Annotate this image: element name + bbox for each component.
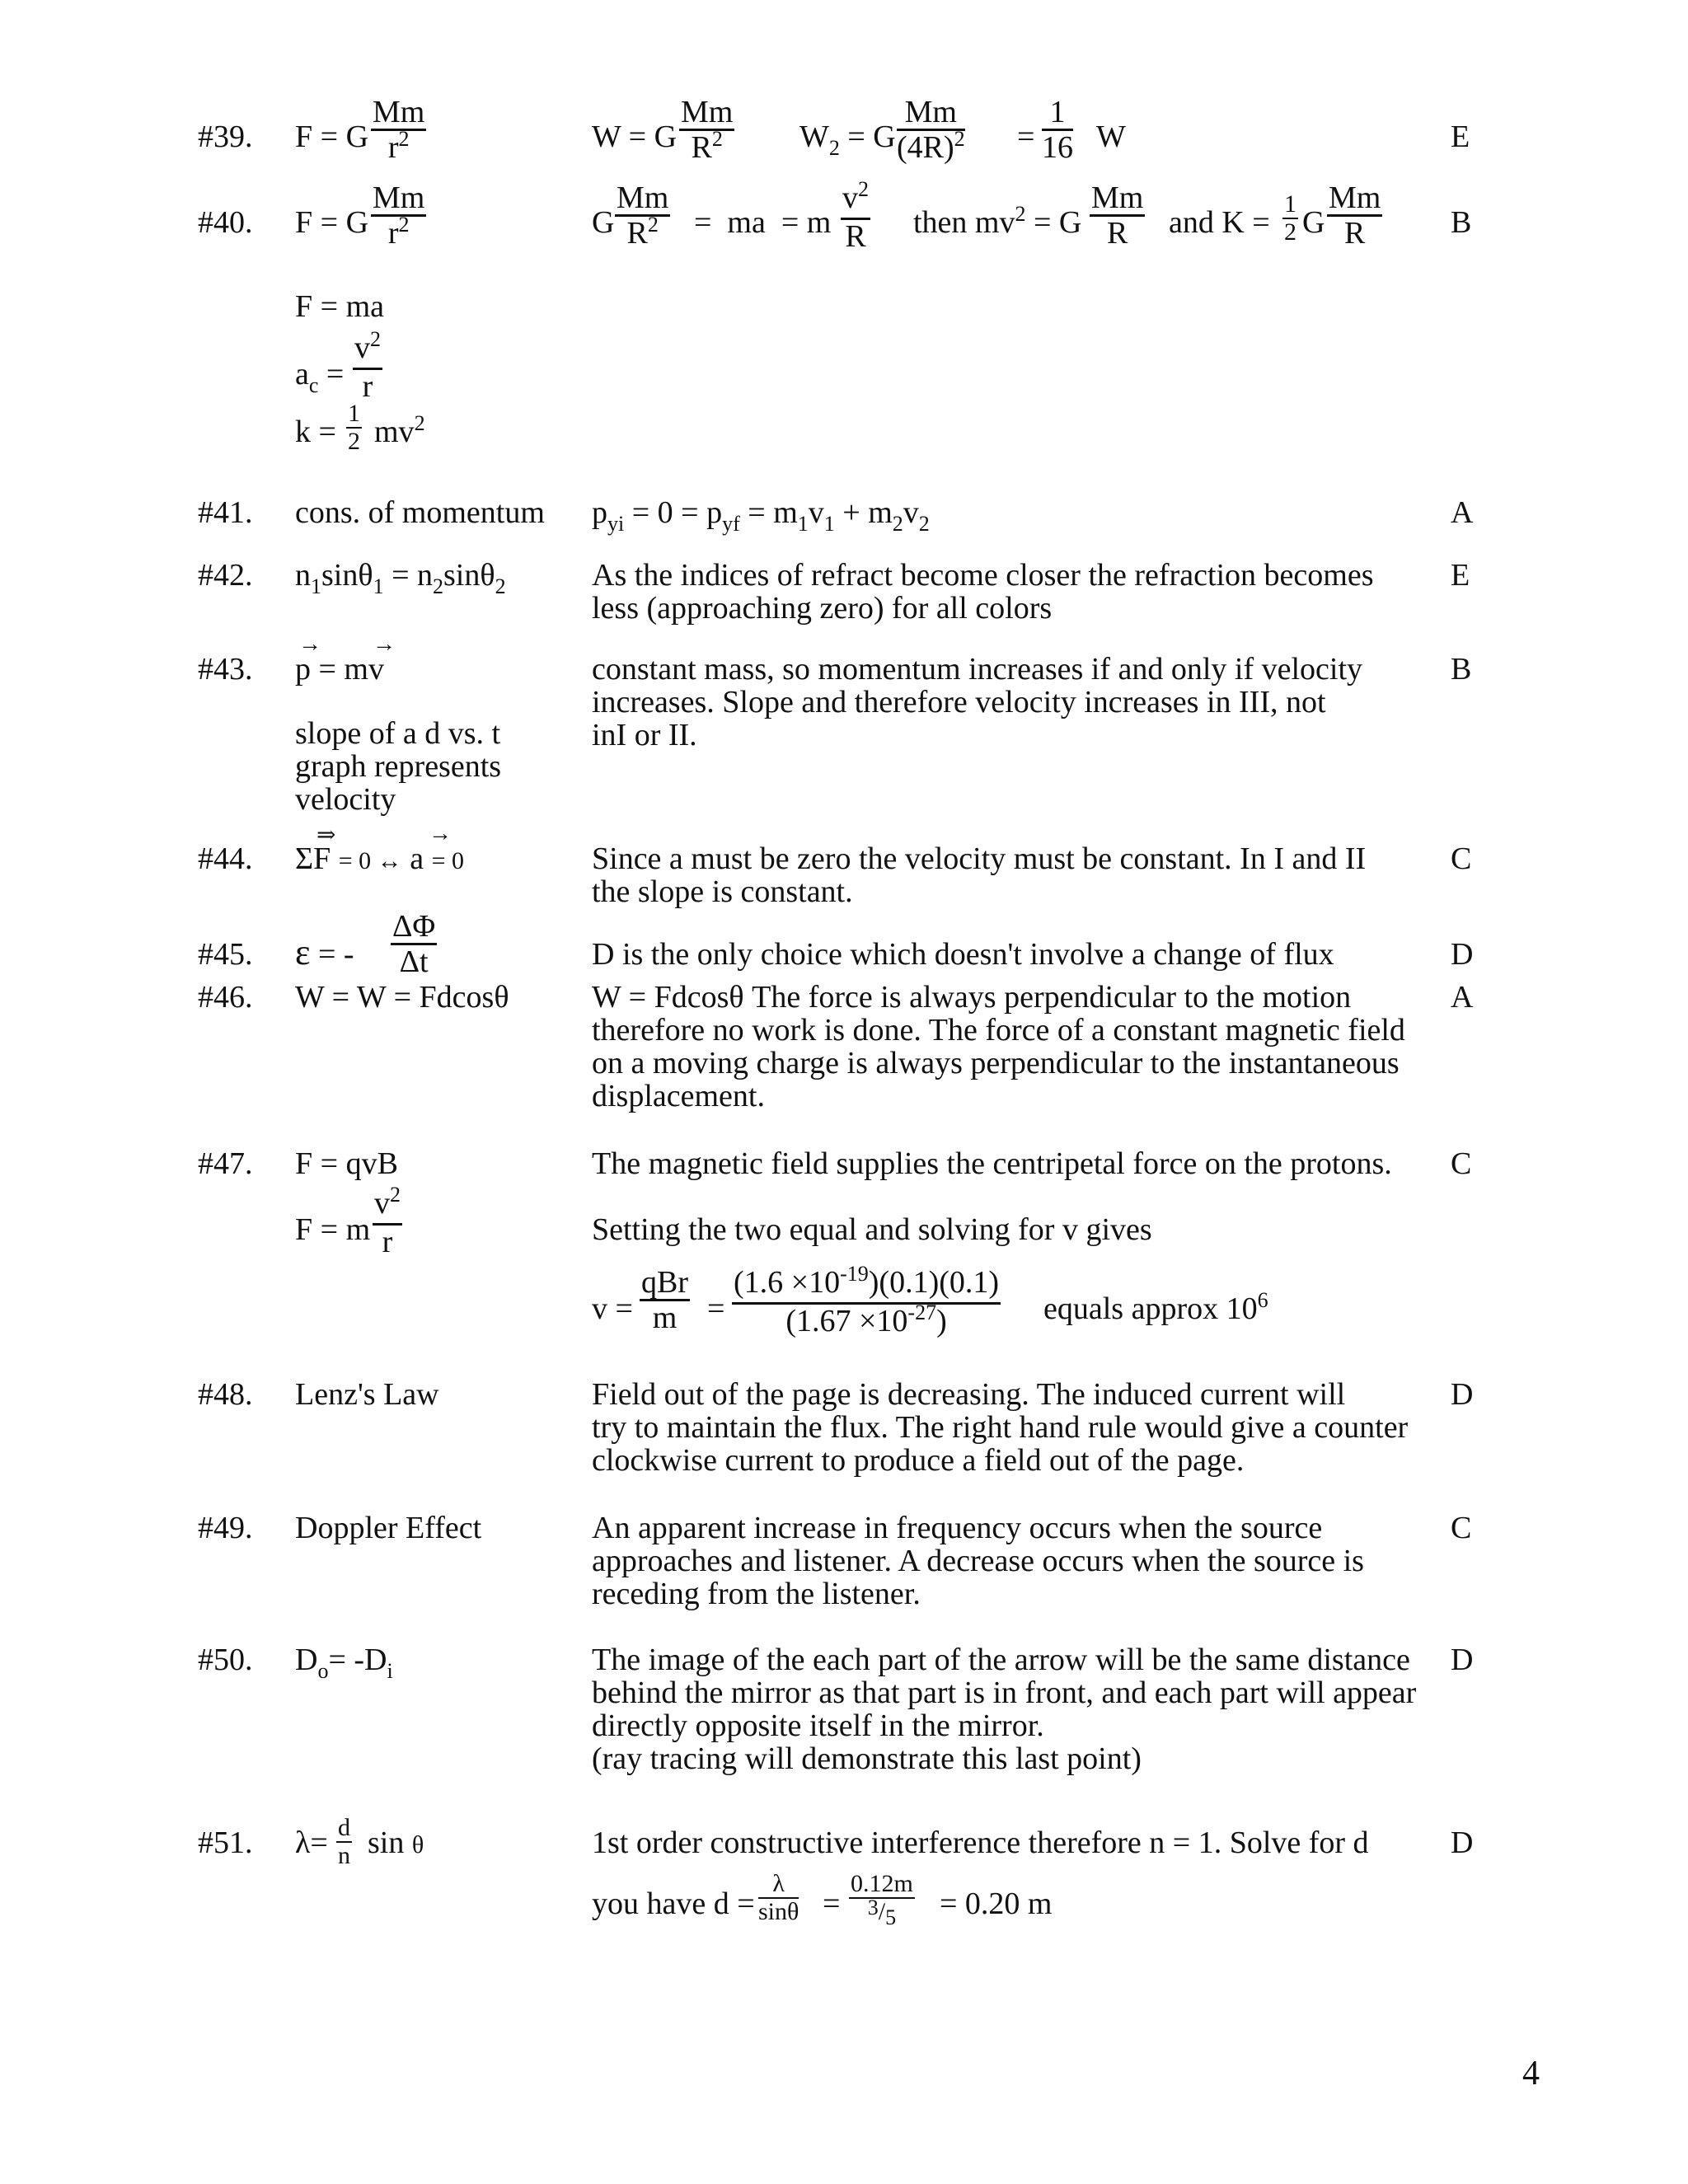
q41-answer: A — [1451, 495, 1474, 530]
q44-number: #44. — [198, 841, 253, 876]
q40-k: k = — [295, 415, 336, 449]
q50-explain-2: behind the mirror as that part is in front, and each part will appear — [592, 1675, 1417, 1710]
q40-half: $\frac{1}{2}$ — [1284, 190, 1296, 246]
q43-number: #43. — [198, 652, 253, 687]
q47-equals: = — [707, 1291, 725, 1326]
q40-g2: G — [1302, 205, 1325, 240]
q40-k-mv2: $mv^2$ — [374, 411, 425, 449]
q46-explain-4: displacement. — [592, 1079, 765, 1113]
q45-formula: ε = - — [295, 932, 354, 972]
page-number: 4 — [1522, 2055, 1540, 2093]
q45-number: #45. — [198, 937, 253, 972]
q45-answer: D — [1451, 937, 1474, 972]
q47-explain-1: The magnetic field supplies the centripetal force on the protons. — [592, 1146, 1392, 1181]
q47-formula-1: F = qvB — [295, 1146, 398, 1181]
q50-explain-3: directly opposite itself in the mirror. — [592, 1708, 1044, 1743]
q39-ratio: $\frac{1}{16}$ — [1042, 95, 1073, 165]
q43-note-1: slope of a d vs. t — [295, 716, 501, 751]
q39-w2-eq: $W_2 = G$ — [799, 120, 896, 160]
q40-answer: B — [1451, 205, 1472, 240]
q43-explain-1: constant mass, so momentum increases if and only if velocity — [592, 652, 1363, 687]
q51-formula: λ= — [295, 1825, 328, 1860]
q49-number: #49. — [198, 1511, 253, 1545]
q51-sin: sin θ — [368, 1825, 424, 1860]
q42-answer: E — [1451, 558, 1470, 593]
q42-formula: $n_1\sin\theta_1 = n_2\sin\theta_2$ — [295, 558, 506, 598]
q39-equals: = — [1017, 120, 1035, 154]
q40-ma: = ma = m — [694, 205, 832, 240]
q40-v2r: $\frac{v^2}{R}$ — [842, 177, 869, 254]
q48-explain-2: try to maintain the flux. The right hand rule would give a counter — [592, 1410, 1409, 1445]
q43-explain-2: increases. Slope and therefore velocity increases in III, not — [592, 685, 1326, 719]
q48-number: #48. — [198, 1377, 253, 1412]
q47-answer: C — [1451, 1146, 1472, 1181]
q47-v-eq: v = — [592, 1291, 633, 1326]
q40-mmr2: $\frac{Mm}{R}$ — [1329, 180, 1381, 251]
q51-equals: = — [823, 1886, 841, 1921]
q43-formula: p = mv — [295, 652, 384, 687]
q39-formula: F = G — [295, 120, 369, 154]
q48-explain-3: clockwise current to produce a field out of the page. — [592, 1443, 1245, 1478]
q44-explain-2: the slope is constant. — [592, 874, 853, 909]
q46-explain-3: on a moving charge is always perpendicular to the instantaneous — [592, 1046, 1400, 1080]
q49-explain-2: approaches and listener. A decrease occurs when the source is — [592, 1544, 1364, 1578]
q47-fraction: $\frac{v^2}{r}$ — [374, 1183, 401, 1259]
q50-explain-4: (ray tracing will demonstrate this last point) — [592, 1741, 1142, 1776]
q45-fraction: $\frac{\Delta\Phi}{\Delta t}$ — [392, 909, 436, 979]
q43-note-3: velocity — [295, 782, 396, 817]
q51-result: = 0.20 m — [940, 1886, 1053, 1921]
q49-answer: C — [1451, 1511, 1472, 1545]
q50-formula: $D_o= -D_i$ — [295, 1643, 393, 1683]
q40-number: #40. — [198, 205, 253, 240]
q40-ac-fraction: $\frac{v^2}{r}$ — [354, 327, 381, 404]
q40-ac: $a_c$ = — [295, 357, 345, 397]
q47-numeric-fraction: $\frac{(1.6 \times 10^{-19})(0.1)(0.1)}{(1.67 \times 10^{-27})}$ — [734, 1262, 1000, 1338]
q39-w: W — [1096, 120, 1126, 154]
q47-formula-2: F = m — [295, 1212, 371, 1247]
q40-then: then $mv^2 = G$ — [913, 202, 1082, 240]
q43-vec-arrow: → — [298, 631, 321, 657]
q48-answer: D — [1451, 1377, 1474, 1412]
q40-formula: F = G — [295, 205, 369, 240]
q51-numeric: $\frac{0.12m}{3/5}$ — [851, 1870, 913, 1929]
q39-answer: E — [1451, 120, 1470, 154]
q42-explain-2: less (approaching zero) for all colors — [592, 591, 1053, 626]
q46-explain-1: W = Fdcosθ The force is always perpendicular to the motion — [592, 980, 1352, 1015]
q51-number: #51. — [198, 1825, 253, 1860]
q51-lambda-sin: $\frac{\lambda}{\sin\theta}$ — [758, 1870, 799, 1925]
q47-approx: equals approx $10^6$ — [1043, 1288, 1268, 1326]
q43-answer: B — [1451, 652, 1472, 687]
q44-answer: C — [1451, 841, 1472, 876]
q45-explain-1: D is the only choice which doesn't involve a change of flux — [592, 937, 1334, 972]
q49-formula: Doppler Effect — [295, 1511, 482, 1545]
q46-formula: W = W = Fdcosθ — [295, 980, 509, 1015]
q49-explain-3: receding from the listener. — [592, 1577, 921, 1611]
q41-formula: cons. of momentum — [295, 495, 545, 530]
q48-explain-1: Field out of the page is decreasing. The induced current will — [592, 1377, 1346, 1412]
q39-fraction: $\frac{Mm}{r^2}$ — [373, 95, 425, 165]
q40-fraction: $\frac{Mm}{r^2}$ — [373, 180, 425, 251]
q47-qbr-fraction: qBr m — [641, 1265, 688, 1335]
q41-equation: $p_{yi} = 0 = p_{yf} = m_1v_1 + m_2v_2$ — [592, 495, 930, 536]
q50-number: #50. — [198, 1643, 253, 1677]
q42-explain-1: As the indices of refract become closer the refraction becomes — [592, 558, 1374, 593]
q46-number: #46. — [198, 980, 253, 1015]
q42-number: #42. — [198, 558, 253, 593]
q51-answer: D — [1451, 1825, 1474, 1860]
q40-g: G — [592, 205, 615, 240]
q46-explain-2: therefore no work is done. The force of a constant magnetic field — [592, 1013, 1405, 1047]
q39-w-eq: W = G — [592, 120, 678, 154]
q39-number: #39. — [198, 120, 253, 154]
q49-explain-1: An apparent increase in frequency occurs when the source — [592, 1511, 1323, 1545]
q40-k-half: $\frac{1}{2}$ — [348, 400, 360, 455]
q47-number: #47. — [198, 1146, 253, 1181]
q50-answer: D — [1451, 1643, 1474, 1677]
q39-w-fraction: $\frac{Mm}{R^2}$ — [681, 95, 734, 165]
q51-you-have: you have d = — [592, 1886, 755, 1921]
q51-explain-1: 1st order constructive interference therefore n = 1. Solve for d — [592, 1825, 1369, 1860]
q50-explain-1: The image of the each part of the arrow will be the same distance — [592, 1643, 1410, 1677]
q44-formula: ΣF = 0 ↔ a = 0 — [295, 841, 464, 876]
q40-and-k: and K = — [1169, 205, 1270, 240]
q41-number: #41. — [198, 495, 253, 530]
q43-explain-3: inI or II. — [592, 718, 697, 752]
q40-mmr: $\frac{Mm}{R}$ — [1091, 180, 1144, 251]
q46-answer: A — [1451, 980, 1474, 1015]
q44-vec-arrow: ⇒ — [316, 823, 336, 848]
q44-explain-1: Since a must be zero the velocity must be constant. In I and II — [592, 841, 1367, 876]
q40-f-ma: F = ma — [295, 289, 384, 324]
q44-vec-arrow-2: → — [429, 821, 452, 846]
q39-w2-fraction: $\frac{Mm}{(4R)^2}$ — [897, 95, 965, 165]
q51-d-over-n: $\frac{d}{n}$ — [338, 1814, 350, 1869]
q43-vec-arrow-2: → — [373, 631, 396, 657]
q48-formula: Lenz's Law — [295, 1377, 439, 1412]
q40-lhs-fraction: $\frac{Mm}{R^2}$ — [617, 180, 669, 251]
q43-note-2: graph represents — [295, 749, 502, 784]
q47-explain-2: Setting the two equal and solving for v gives — [592, 1212, 1152, 1247]
